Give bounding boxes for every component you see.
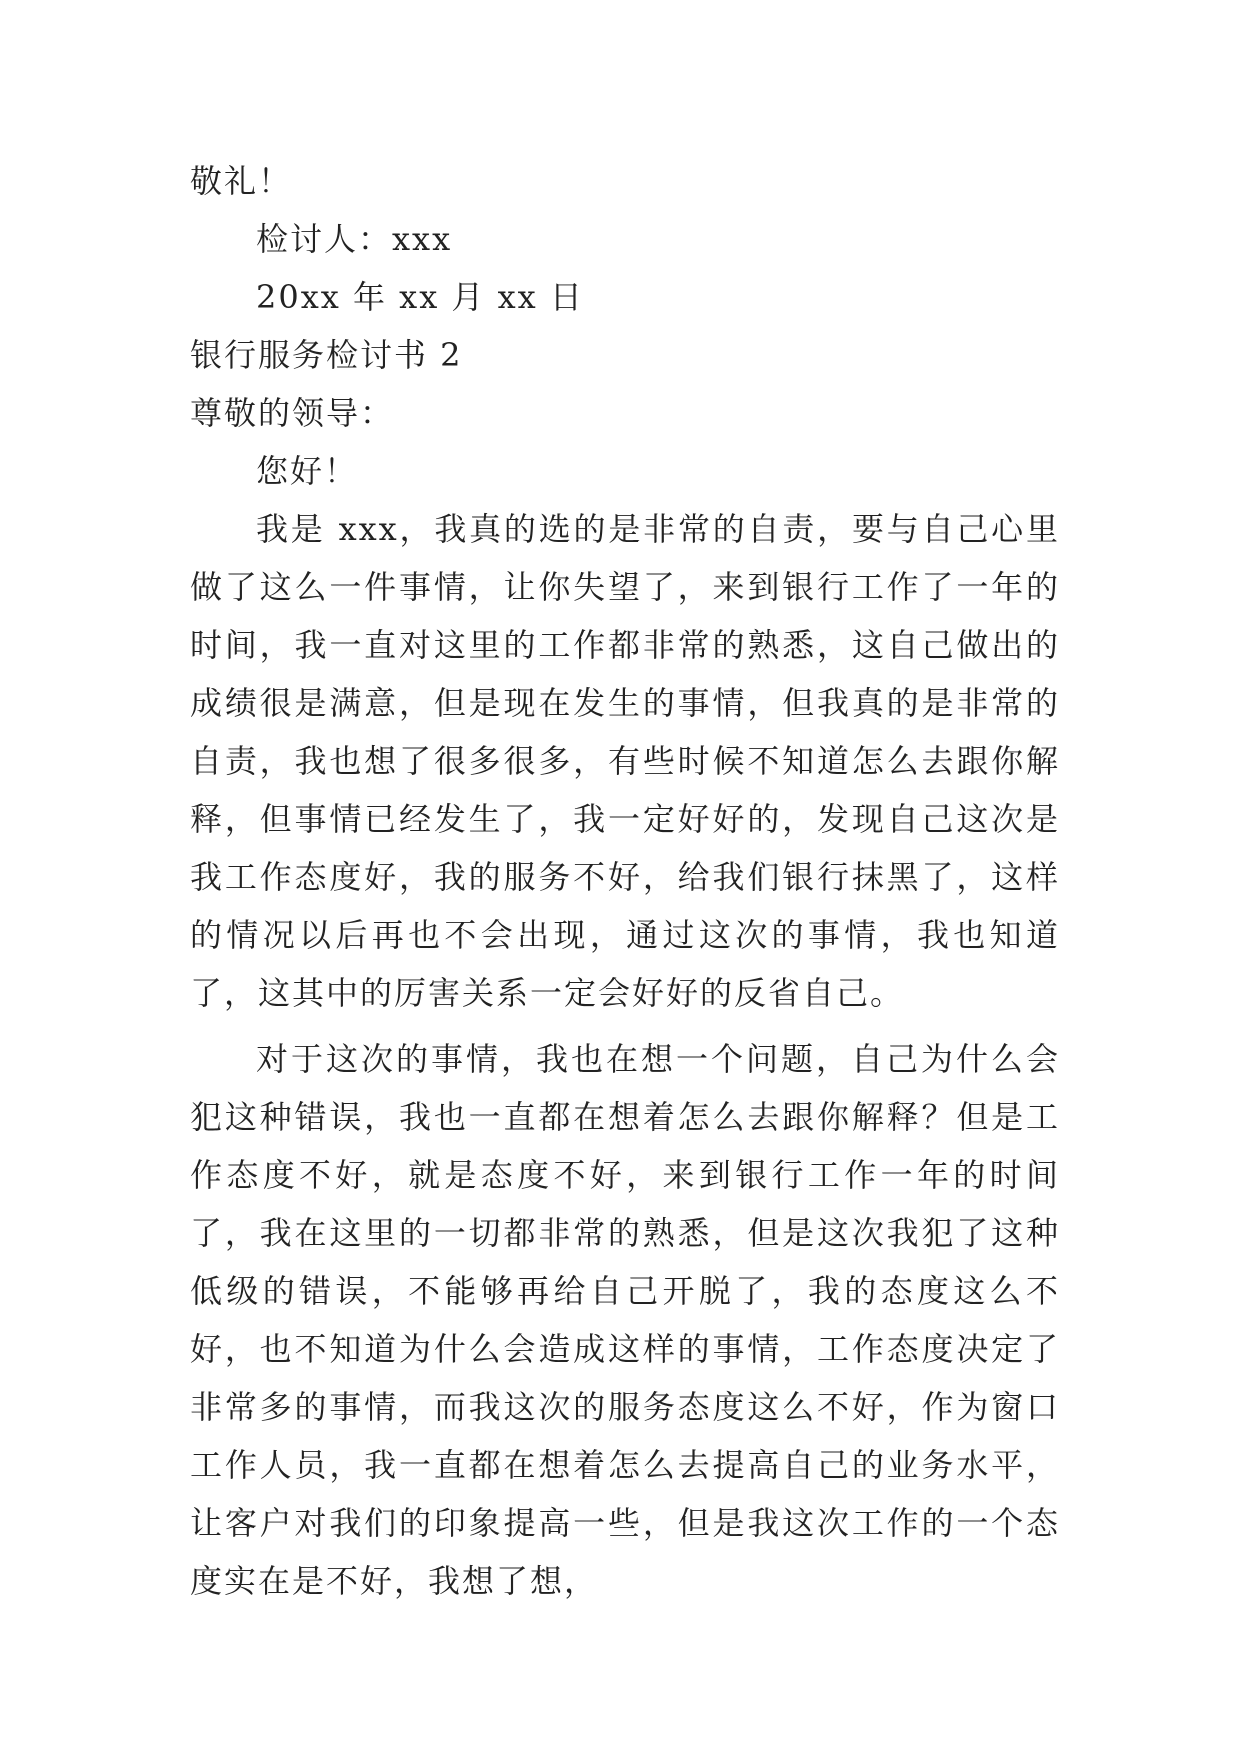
section-title: 银行服务检讨书 2 xyxy=(190,336,463,374)
body-paragraph-2: 对于这次的事情，我也在想一个问题，自己为什么会犯这种错误，我也一直都在想着怎么去跟你解释？但是工作态度不好，就是态度不好，来到银行工作一年的时间了，我在这里的一切都非常的熟悉，但是这次我犯了这种低级的错误，不能够再给自己开脱了，我的态度这么不好，也不知道为什么会造成这样的事情，工作态度决定了非常多的事情，而我这次的服务态度这么不好，作为窗口工作人员，我一直都在想着怎么去提高自己的业务水平，让客户对我们的印象提高一些，但是我这次工作的一个态度实在是不好，我想了想， xyxy=(190,1040,1060,1600)
greeting-line: 您好！ xyxy=(256,452,359,490)
body-paragraph-1: 我是 xxx，我真的选的是非常的自责，要与自己心里做了这么一件事情，让你失望了，来到银行工作了一年的时间，我一直对这里的工作都非常的熟悉，这自己做出的成绩很是满意，但是现在发生的事情，但我真的是非常的自责，我也想了很多很多，有些时候不知道怎么去跟你解释，但事情已经发生了，我一定好好的，发现自己这次是我工作态度好，我的服务不好，给我们银行抹黑了，这样的情况以后再也不会出现，通过这次的事情，我也知道了，这其中的厉害关系一定会好好的反省自己。 xyxy=(190,510,1060,1012)
document-body xyxy=(190,152,1060,1618)
signer-line: 检讨人：xxx xyxy=(256,220,453,258)
closing-salute: 敬礼！ xyxy=(190,162,293,200)
date-line: 20xx 年 xx 月 xx 日 xyxy=(256,278,584,316)
addressee-line: 尊敬的领导： xyxy=(190,394,395,432)
